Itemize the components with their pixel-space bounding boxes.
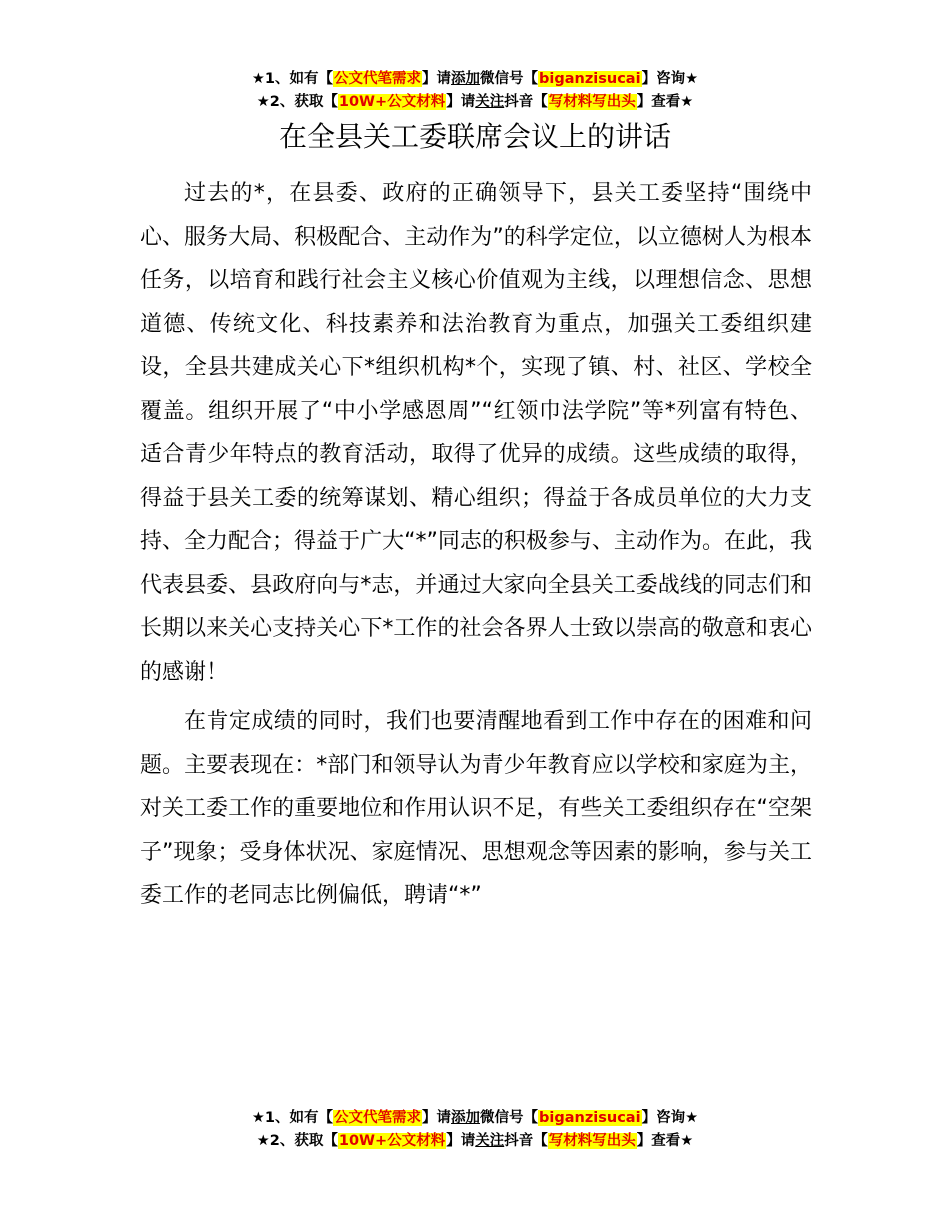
star-icon: ★ — [256, 94, 270, 110]
promo-line-1 — [0, 1107, 950, 1130]
highlight-wechat-id: biganzisucai — [539, 1110, 641, 1126]
promo-underlined-text: 添加 — [451, 71, 481, 87]
promo-text: 抖音【 — [504, 94, 548, 110]
highlight-materials: 10W+公文材料 — [338, 1133, 446, 1149]
promo-text: 】咨询 — [641, 71, 686, 87]
star-icon: ★ — [251, 1110, 265, 1126]
highlight-service: 公文代笔需求 — [334, 1110, 422, 1126]
highlight-douyin-account: 写材料写出头 — [548, 1133, 636, 1149]
promo-text: 】咨询 — [641, 1110, 686, 1126]
star-icon: ★ — [685, 71, 699, 87]
promo-text: 】请 — [422, 71, 452, 87]
star-icon: ★ — [251, 71, 265, 87]
highlight-wechat-id: biganzisucai — [539, 71, 641, 87]
document-body — [140, 172, 812, 918]
highlight-materials: 10W+公文材料 — [338, 94, 446, 110]
promo-text: 】查看 — [636, 1133, 681, 1149]
promo-text: 微信号【 — [480, 1110, 539, 1126]
promo-text: 】请 — [422, 1110, 452, 1126]
promo-line-2 — [0, 1130, 950, 1153]
promo-text: 】请 — [446, 1133, 476, 1149]
promo-text: 1、如有【 — [264, 71, 334, 87]
paragraph: 过去的*，在县委、政府的正确领导下，县关工委坚持“围绕中心、服务大局、积极配合、主动作为”的科学定位，以立德树人为根本任务，以培育和践行社会主义核心价值观为主线，以理想信念、思想道德、传统文化、科技素养和法治教育为重点，加强关工委组织建设，全县共建成关心下*组织机构*个，实现了镇、村、社区、学校全覆盖。组织开展了“中小学感恩周”“红领巾法学院”等*列富有特色、适合青少年特点的教育活动，取得了优异的成绩。这些成绩的取得，得益于县关工委的统筹谋划、精心组织；得益于各成员单位的大力支持、全力配合；得益于广大“*”同志的积极参与、主动作为。在此，我代表县委、县政府向与*志，并通过大家向全县关工委战线的同志们和长期以来关心支持关心下*工作的社会各界人士致以崇高的敬意和衷心的感谢！ — [140, 181, 812, 685]
promo-line-1 — [0, 68, 950, 91]
document-title: 在全县关工委联席会议上的讲话 — [278, 120, 671, 153]
highlight-service: 公文代笔需求 — [334, 71, 422, 87]
promo-text: 1、如有【 — [264, 1110, 334, 1126]
promo-text: 】查看 — [636, 94, 681, 110]
promo-text: 2、获取【 — [269, 94, 338, 110]
promo-underlined-text: 添加 — [451, 1110, 481, 1126]
paragraph: 在肯定成绩的同时，我们也要清醒地看到工作中存在的困难和问题。主要表现在：*部门和领导认为青少年教育应以学校和家庭为主，对关工委工作的重要地位和作用认识不足，有些关工委组织存在“空架子”现象；受身体状况、家庭情况、思想观念等因素的影响，参与关工委工作的老同志比例偏低，聘请“*” — [140, 709, 812, 908]
promo-text: 】请 — [446, 94, 476, 110]
highlight-douyin-account: 写材料写出头 — [548, 94, 636, 110]
promo-underlined-text: 关注 — [475, 1133, 505, 1149]
star-icon: ★ — [680, 94, 694, 110]
star-icon: ★ — [256, 1133, 270, 1149]
promo-underlined-text: 关注 — [475, 94, 505, 110]
bottom-promo-banner — [0, 1107, 950, 1153]
top-promo-banner — [0, 68, 950, 114]
star-icon: ★ — [680, 1133, 694, 1149]
promo-text: 抖音【 — [504, 1133, 548, 1149]
promo-text: 微信号【 — [480, 71, 539, 87]
promo-text: 2、获取【 — [269, 1133, 338, 1149]
star-icon: ★ — [685, 1110, 699, 1126]
promo-line-2 — [0, 91, 950, 114]
